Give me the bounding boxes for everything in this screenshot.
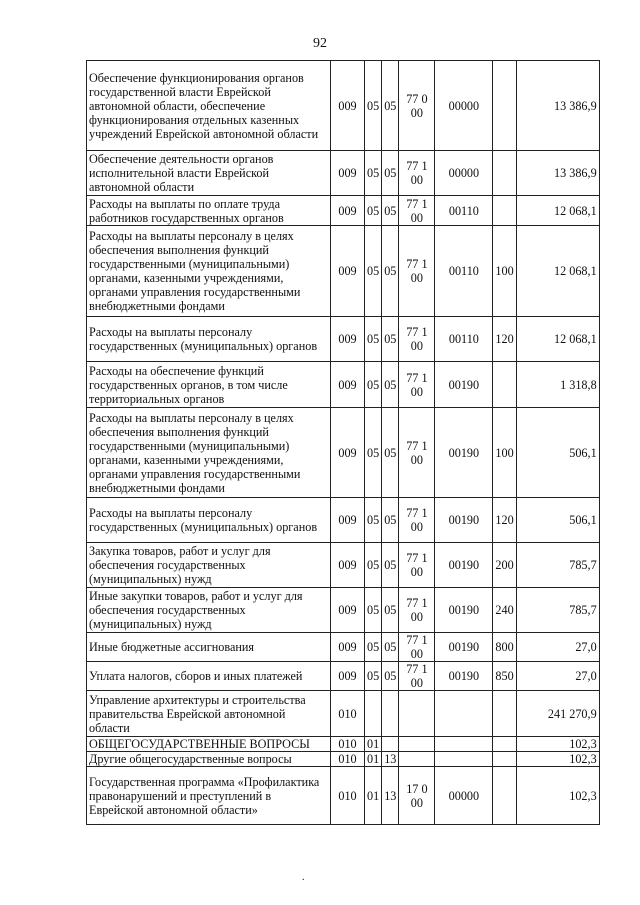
row-name: Управление архитектуры и строительства правительства Еврейской автономной области: [87, 691, 331, 737]
row-csr1: 77 1 00: [399, 588, 435, 633]
row-gr: 009: [331, 543, 365, 588]
table-row: [87, 226, 600, 317]
table-row: [87, 588, 600, 633]
row-rz: 01: [365, 737, 382, 752]
row-csr1: [399, 691, 435, 737]
row-name: Закупка товаров, работ и услуг для обеспечения государственных (муниципальных) нужд: [87, 543, 331, 588]
row-vr: [493, 691, 516, 737]
row-csr2: 00190: [435, 498, 493, 543]
table-row: [87, 151, 600, 196]
table-row: [87, 498, 600, 543]
row-pr: 05: [382, 498, 399, 543]
row-name: ОБЩЕГОСУДАРСТВЕННЫЕ ВОПРОСЫ: [87, 737, 331, 752]
row-rz: 05: [365, 662, 382, 691]
row-rz: 05: [365, 498, 382, 543]
row-rz: 05: [365, 588, 382, 633]
row-pr: 05: [382, 196, 399, 226]
row-vr: 200: [493, 543, 516, 588]
row-name: Обеспечение деятельности органов исполнительной власти Еврейской автономной области: [87, 151, 331, 196]
row-csr2: 00190: [435, 362, 493, 408]
row-amount: 506,1: [516, 498, 599, 543]
row-csr2: 00190: [435, 588, 493, 633]
row-csr2: 00190: [435, 633, 493, 662]
row-rz: 01: [365, 752, 382, 767]
row-amount: 506,1: [516, 408, 599, 498]
row-gr: 009: [331, 498, 365, 543]
row-csr1: [399, 752, 435, 767]
row-name: Расходы на выплаты персоналу государственных (муниципальных) органов: [87, 317, 331, 362]
row-rz: 05: [365, 151, 382, 196]
row-amount: 12 068,1: [516, 226, 599, 317]
row-csr2: 00000: [435, 767, 493, 825]
row-amount: 12 068,1: [516, 317, 599, 362]
row-pr: 05: [382, 226, 399, 317]
table-row: [87, 767, 600, 825]
row-name: Иные закупки товаров, работ и услуг для обеспечения государственных (муниципальных) нужд: [87, 588, 331, 633]
row-vr: 800: [493, 633, 516, 662]
row-name: Государственная программа «Профилактика правонарушений и преступлений в Еврейской автономной области»: [87, 767, 331, 825]
row-vr: [493, 61, 516, 151]
row-csr1: 77 1 00: [399, 151, 435, 196]
row-gr: 009: [331, 151, 365, 196]
row-vr: [493, 767, 516, 825]
table-row: [87, 662, 600, 691]
row-vr: 120: [493, 498, 516, 543]
table-row: [87, 408, 600, 498]
row-vr: 100: [493, 226, 516, 317]
row-amount: 785,7: [516, 588, 599, 633]
row-csr1: 17 0 00: [399, 767, 435, 825]
row-pr: 05: [382, 151, 399, 196]
row-amount: 241 270,9: [516, 691, 599, 737]
row-csr2: 00190: [435, 543, 493, 588]
row-amount: 785,7: [516, 543, 599, 588]
row-rz: 01: [365, 767, 382, 825]
row-rz: 05: [365, 61, 382, 151]
row-gr: 010: [331, 691, 365, 737]
table-row: [87, 691, 600, 737]
row-csr1: [399, 737, 435, 752]
row-amount: 102,3: [516, 752, 599, 767]
row-name: Обеспечение функционирования органов государственной власти Еврейской автономной области, обеспечение функционирования отдельных казенных учреждений Еврейской автономной области: [87, 61, 331, 151]
row-csr2: [435, 752, 493, 767]
row-csr2: [435, 691, 493, 737]
row-rz: 05: [365, 226, 382, 317]
row-csr1: 77 1 00: [399, 662, 435, 691]
table-row: [87, 633, 600, 662]
row-vr: 120: [493, 317, 516, 362]
row-vr: [493, 151, 516, 196]
row-pr: 05: [382, 543, 399, 588]
row-csr1: 77 1 00: [399, 498, 435, 543]
row-vr: [493, 196, 516, 226]
row-csr2: 00000: [435, 151, 493, 196]
row-name: Расходы на выплаты персоналу в целях обеспечения выполнения функций государственными (муниципальными) органами, казенными учреждениями, органами управления государственными внебюджетными фондами: [87, 408, 331, 498]
row-gr: 009: [331, 196, 365, 226]
row-vr: 100: [493, 408, 516, 498]
row-csr2: 00110: [435, 226, 493, 317]
row-pr: 05: [382, 633, 399, 662]
row-rz: 05: [365, 317, 382, 362]
row-amount: 13 386,9: [516, 151, 599, 196]
budget-table: [86, 60, 600, 825]
row-name: Другие общегосударственные вопросы: [87, 752, 331, 767]
row-vr: 240: [493, 588, 516, 633]
row-csr1: 77 0 00: [399, 61, 435, 151]
row-pr: 13: [382, 752, 399, 767]
row-pr: [382, 737, 399, 752]
row-gr: 009: [331, 61, 365, 151]
row-rz: 05: [365, 408, 382, 498]
row-pr: 13: [382, 767, 399, 825]
row-pr: [382, 691, 399, 737]
row-gr: 010: [331, 767, 365, 825]
row-pr: 05: [382, 588, 399, 633]
row-gr: 009: [331, 317, 365, 362]
row-amount: 27,0: [516, 633, 599, 662]
row-csr2: 00190: [435, 662, 493, 691]
page-number: 92: [313, 36, 327, 51]
row-gr: 009: [331, 633, 365, 662]
row-vr: [493, 362, 516, 408]
row-gr: 010: [331, 752, 365, 767]
row-csr2: 00110: [435, 317, 493, 362]
row-csr1: 77 1 00: [399, 408, 435, 498]
table-row: [87, 543, 600, 588]
row-csr1: 77 1 00: [399, 317, 435, 362]
table-row: [87, 737, 600, 752]
row-vr: [493, 737, 516, 752]
row-name: Расходы на выплаты по оплате труда работников государственных органов: [87, 196, 331, 226]
row-vr: [493, 752, 516, 767]
row-gr: 010: [331, 737, 365, 752]
row-csr1: 77 1 00: [399, 362, 435, 408]
row-amount: 27,0: [516, 662, 599, 691]
row-csr2: 00000: [435, 61, 493, 151]
row-gr: 009: [331, 226, 365, 317]
row-rz: 05: [365, 543, 382, 588]
row-name: Расходы на выплаты персоналу в целях обеспечения выполнения функций государственными (муниципальными) органами, казенными учреждениями, органами управления государственными внебюджетными фондами: [87, 226, 331, 317]
row-gr: 009: [331, 662, 365, 691]
row-amount: 102,3: [516, 767, 599, 825]
row-rz: 05: [365, 633, 382, 662]
row-amount: 102,3: [516, 737, 599, 752]
row-gr: 009: [331, 408, 365, 498]
row-pr: 05: [382, 362, 399, 408]
table-row: [87, 752, 600, 767]
row-pr: 05: [382, 408, 399, 498]
table-row: [87, 61, 600, 151]
row-pr: 05: [382, 317, 399, 362]
row-gr: 009: [331, 588, 365, 633]
row-name: Расходы на обеспечение функций государственных органов, в том числе территориальных органов: [87, 362, 331, 408]
table-row: [87, 362, 600, 408]
row-rz: [365, 691, 382, 737]
table-row: [87, 196, 600, 226]
row-amount: 13 386,9: [516, 61, 599, 151]
row-gr: 009: [331, 362, 365, 408]
table-row: [87, 317, 600, 362]
row-rz: 05: [365, 196, 382, 226]
row-amount: 1 318,8: [516, 362, 599, 408]
row-name: Иные бюджетные ассигнования: [87, 633, 331, 662]
row-vr: 850: [493, 662, 516, 691]
row-csr2: 00110: [435, 196, 493, 226]
row-rz: 05: [365, 362, 382, 408]
row-csr1: 77 1 00: [399, 543, 435, 588]
row-amount: 12 068,1: [516, 196, 599, 226]
row-csr1: 77 1 00: [399, 196, 435, 226]
scan-dot-mark: .: [302, 872, 305, 883]
row-csr2: [435, 737, 493, 752]
row-name: Расходы на выплаты персоналу государственных (муниципальных) органов: [87, 498, 331, 543]
row-name: Уплата налогов, сборов и иных платежей: [87, 662, 331, 691]
row-csr2: 00190: [435, 408, 493, 498]
row-csr1: 77 1 00: [399, 633, 435, 662]
row-csr1: 77 1 00: [399, 226, 435, 317]
row-pr: 05: [382, 61, 399, 151]
row-pr: 05: [382, 662, 399, 691]
